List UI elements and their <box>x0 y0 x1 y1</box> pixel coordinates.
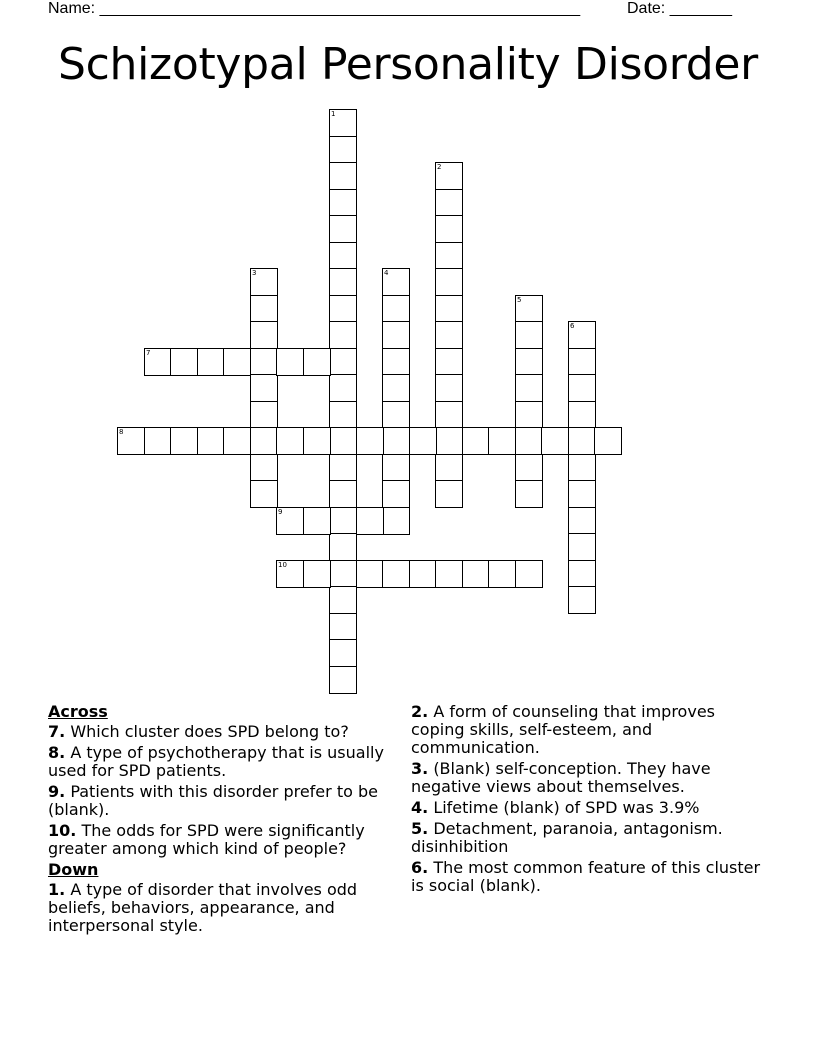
crossword-cell[interactable] <box>329 136 357 164</box>
clue-text: Which cluster does SPD belong to? <box>70 722 349 741</box>
crossword-cell[interactable] <box>382 374 410 402</box>
crossword-cell[interactable] <box>568 480 596 508</box>
crossword-cell[interactable] <box>594 427 622 455</box>
crossword-cell[interactable] <box>568 586 596 614</box>
crossword-cell[interactable] <box>382 480 410 508</box>
crossword-cell[interactable] <box>250 427 278 455</box>
crossword-cell[interactable] <box>329 666 357 694</box>
crossword-cell[interactable] <box>488 427 516 455</box>
crossword-cell[interactable] <box>276 348 304 376</box>
clue-number-label: 3 <box>252 269 257 277</box>
crossword-cell[interactable] <box>329 401 357 429</box>
crossword-cell[interactable] <box>568 454 596 482</box>
clue-text: Lifetime (blank) of SPD was 3.9% <box>433 798 700 817</box>
crossword-cell[interactable] <box>435 560 463 588</box>
clue-number-label: 5 <box>517 296 522 304</box>
crossword-cell[interactable] <box>568 348 596 376</box>
clue-across-9 <box>48 783 398 819</box>
crossword-cell[interactable] <box>568 560 596 588</box>
clue-across-10 <box>48 822 398 858</box>
crossword-cell[interactable] <box>329 507 357 535</box>
clue-number-label: 4 <box>384 269 389 277</box>
crossword-cell[interactable] <box>250 295 278 323</box>
crossword-cell[interactable] <box>329 189 357 217</box>
crossword-cell[interactable] <box>329 268 357 296</box>
crossword-cell[interactable] <box>382 348 410 376</box>
clue-across-7 <box>48 723 398 741</box>
clue-number: 9. <box>48 782 66 801</box>
crossword-cell[interactable] <box>303 560 331 588</box>
crossword-cell[interactable] <box>303 507 331 535</box>
clue-number-label: 2 <box>437 163 442 171</box>
crossword-cell[interactable] <box>382 268 410 296</box>
down-heading: Down <box>48 860 99 879</box>
crossword-cell[interactable] <box>170 348 198 376</box>
crossword-cell[interactable] <box>568 427 596 455</box>
clue-number: 3. <box>411 759 429 778</box>
clue-text: (Blank) self-conception. They have negative views about themselves. <box>411 759 711 796</box>
crossword-cell[interactable] <box>515 560 543 588</box>
clue-number: 4. <box>411 798 429 817</box>
crossword-cell[interactable] <box>462 427 490 455</box>
crossword-cell[interactable] <box>382 321 410 349</box>
crossword-cell[interactable] <box>515 401 543 429</box>
clue-text: A form of counseling that improves coping skills, self-esteem, and communication. <box>411 702 715 757</box>
crossword-cell[interactable] <box>329 639 357 667</box>
crossword-cell[interactable] <box>568 321 596 349</box>
crossword-cell[interactable] <box>329 374 357 402</box>
clue-text: A type of disorder that involves odd beliefs, behaviors, appearance, and interpersonal style. <box>48 880 358 935</box>
crossword-cell[interactable] <box>435 189 463 217</box>
crossword-cell[interactable] <box>250 401 278 429</box>
crossword-cell[interactable] <box>435 374 463 402</box>
crossword-cell[interactable] <box>382 560 410 588</box>
crossword-cell[interactable] <box>356 560 384 588</box>
crossword-cell[interactable] <box>568 507 596 535</box>
clue-number: 7. <box>48 722 66 741</box>
clue-text: A type of psychotherapy that is usually used for SPD patients. <box>48 743 384 780</box>
crossword-cell[interactable] <box>329 533 357 561</box>
crossword-cell[interactable] <box>515 374 543 402</box>
clue-number-label: 7 <box>146 349 151 357</box>
crossword-cell[interactable] <box>250 348 278 376</box>
crossword-cell[interactable] <box>435 348 463 376</box>
crossword-cell[interactable] <box>250 374 278 402</box>
crossword-cell[interactable] <box>329 560 357 588</box>
crossword-cell[interactable] <box>515 321 543 349</box>
name-field[interactable]: Name: ______________________________________________________ <box>48 0 581 17</box>
clue-text: The most common feature of this cluster is social (blank). <box>411 858 761 895</box>
crossword-cell[interactable] <box>515 427 543 455</box>
clue-down-2 <box>411 703 761 757</box>
crossword-cell[interactable] <box>435 295 463 323</box>
crossword-cell[interactable] <box>250 268 278 296</box>
crossword-cell[interactable] <box>329 480 357 508</box>
clue-number: 5. <box>411 819 429 838</box>
crossword-cell[interactable] <box>382 454 410 482</box>
crossword-cell[interactable] <box>541 427 569 455</box>
clues-column-right <box>411 703 761 898</box>
crossword-cell[interactable] <box>276 560 304 588</box>
across-heading: Across <box>48 702 108 721</box>
crossword-cell[interactable] <box>435 215 463 243</box>
crossword-cell[interactable] <box>435 480 463 508</box>
crossword-cell[interactable] <box>409 560 437 588</box>
crossword-cell[interactable] <box>223 348 251 376</box>
crossword-cell[interactable] <box>488 560 516 588</box>
crossword-cell[interactable] <box>356 427 384 455</box>
crossword-cell[interactable] <box>329 295 357 323</box>
clue-number: 2. <box>411 702 429 721</box>
crossword-cell[interactable] <box>435 162 463 190</box>
crossword-cell[interactable] <box>329 242 357 270</box>
date-field[interactable]: Date: _______ <box>627 0 732 17</box>
clue-down-4 <box>411 799 761 817</box>
crossword-cell[interactable] <box>197 348 225 376</box>
clue-number: 1. <box>48 880 66 899</box>
crossword-cell[interactable] <box>568 401 596 429</box>
crossword-cell[interactable] <box>276 427 304 455</box>
crossword-cell[interactable] <box>329 613 357 641</box>
clue-number-label: 10 <box>278 561 287 569</box>
crossword-cell[interactable] <box>250 480 278 508</box>
clues-column-left <box>48 703 398 938</box>
crossword-cell[interactable] <box>515 295 543 323</box>
crossword-cell[interactable] <box>329 162 357 190</box>
clue-text: The odds for SPD were significantly greater among which kind of people? <box>48 821 365 858</box>
crossword-cell[interactable] <box>329 215 357 243</box>
crossword-cell[interactable] <box>329 348 357 376</box>
crossword-cell[interactable] <box>568 374 596 402</box>
clue-across-8 <box>48 744 398 780</box>
crossword-cell[interactable] <box>356 507 384 535</box>
clue-text: Detachment, paranoia, antagonism. disinhibition <box>411 819 723 856</box>
crossword-cell[interactable] <box>223 427 251 455</box>
clue-down-6 <box>411 859 761 895</box>
crossword-cell[interactable] <box>515 480 543 508</box>
crossword-cell[interactable] <box>435 321 463 349</box>
crossword-cell[interactable] <box>435 268 463 296</box>
crossword-cell[interactable] <box>250 321 278 349</box>
crossword-cell[interactable] <box>276 507 304 535</box>
clue-down-3 <box>411 760 761 796</box>
crossword-cell[interactable] <box>329 109 357 137</box>
crossword-cell[interactable] <box>409 427 437 455</box>
clue-number: 6. <box>411 858 429 877</box>
crossword-cell[interactable] <box>435 401 463 429</box>
clue-down-1 <box>48 881 398 935</box>
crossword-cell[interactable] <box>435 242 463 270</box>
crossword-cell[interactable] <box>435 454 463 482</box>
clue-number: 8. <box>48 743 66 762</box>
crossword-cell[interactable] <box>170 427 198 455</box>
clue-number: 10. <box>48 821 77 840</box>
clue-number-label: 1 <box>331 110 336 118</box>
crossword-cell[interactable] <box>144 348 172 376</box>
clue-number-label: 8 <box>119 428 124 436</box>
crossword-cell[interactable] <box>382 295 410 323</box>
crossword-cell[interactable] <box>250 454 278 482</box>
clue-number-label: 9 <box>278 508 283 516</box>
crossword-cell[interactable] <box>197 427 225 455</box>
crossword-cell[interactable] <box>515 454 543 482</box>
crossword-cell[interactable] <box>117 427 145 455</box>
clue-down-5 <box>411 820 761 856</box>
crossword-cell[interactable] <box>515 348 543 376</box>
crossword-cell[interactable] <box>329 586 357 614</box>
crossword-cell[interactable] <box>303 427 331 455</box>
crossword-cell[interactable] <box>303 348 331 376</box>
crossword-cell[interactable] <box>435 427 463 455</box>
crossword-cell[interactable] <box>382 507 410 535</box>
crossword-cell[interactable] <box>144 427 172 455</box>
crossword-cell[interactable] <box>329 427 357 455</box>
crossword-cell[interactable] <box>568 533 596 561</box>
clue-text: Patients with this disorder prefer to be (blank). <box>48 782 378 819</box>
page-title: Schizotypal Personality Disorder <box>58 39 758 90</box>
crossword-cell[interactable] <box>329 321 357 349</box>
crossword-cell[interactable] <box>462 560 490 588</box>
crossword-cell[interactable] <box>382 401 410 429</box>
crossword-cell[interactable] <box>382 427 410 455</box>
crossword-cell[interactable] <box>329 454 357 482</box>
clue-number-label: 6 <box>570 322 575 330</box>
